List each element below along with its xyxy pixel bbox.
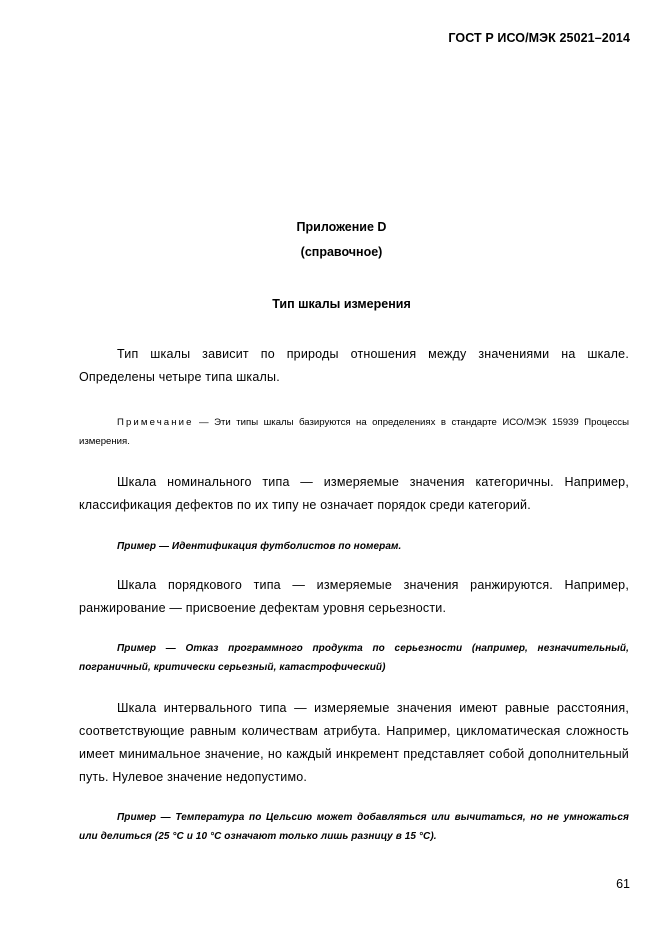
intro-text: Тип шкалы зависит по природы отношения между значениями на шкале. Определены четыре типа шкалы. [79, 347, 629, 384]
ordinal-example [79, 639, 629, 677]
page-number: 61 [616, 877, 630, 891]
interval-example-text: Пример — Температура по Цельсию может добавляться или вычитаться, но не умножаться или делиться (25 °С и 10 °С означают только лишь разницу в 15 °С). [79, 812, 629, 842]
annex-title: Приложение D [296, 220, 387, 234]
ordinal-scale-paragraph [79, 574, 629, 620]
nominal-example [79, 537, 629, 556]
note-label: Примечание [117, 417, 194, 428]
ordinal-scale-text: Шкала порядкового типа — измеряемые значения ранжируются. Например, ранжирование — присвоение дефектам уровня серьезности. [79, 578, 629, 615]
intro-paragraph [79, 343, 629, 389]
document-standard-header: ГОСТ Р ИСО/МЭК 25021–2014 [448, 31, 630, 45]
nominal-scale-text: Шкала номинального типа — измеряемые значения категоричны. Например, классификация дефектов по их типу не означает порядок среди категорий. [79, 475, 629, 512]
interval-example [79, 808, 629, 846]
note-text: — Эти типы шкалы базируются на определениях в стандарте ИСО/МЭК 15939 Процессы измерения. [79, 417, 630, 447]
annex-subtitle: (справочное) [300, 245, 383, 259]
interval-scale-paragraph [79, 697, 629, 789]
nominal-scale-paragraph [79, 471, 629, 517]
section-heading: Тип шкалы измерения [272, 297, 411, 311]
ordinal-example-text: Пример — Отказ программного продукта по серьезности (например, незначительный, пограничный, критически серьезный, катастрофический) [79, 643, 629, 673]
interval-scale-text: Шкала интервального типа — измеряемые значения имеют равные расстояния, соответствующие равным количествам атрибута. Например, цикломатическая сложность имеет минимальное значение, но каждый инкремент представляет собой дополнительный путь. Нулевое значение недопустимо. [79, 701, 629, 784]
nominal-example-text: Пример — Идентификация футболистов по номерам. [117, 541, 402, 552]
note-paragraph [79, 413, 629, 451]
